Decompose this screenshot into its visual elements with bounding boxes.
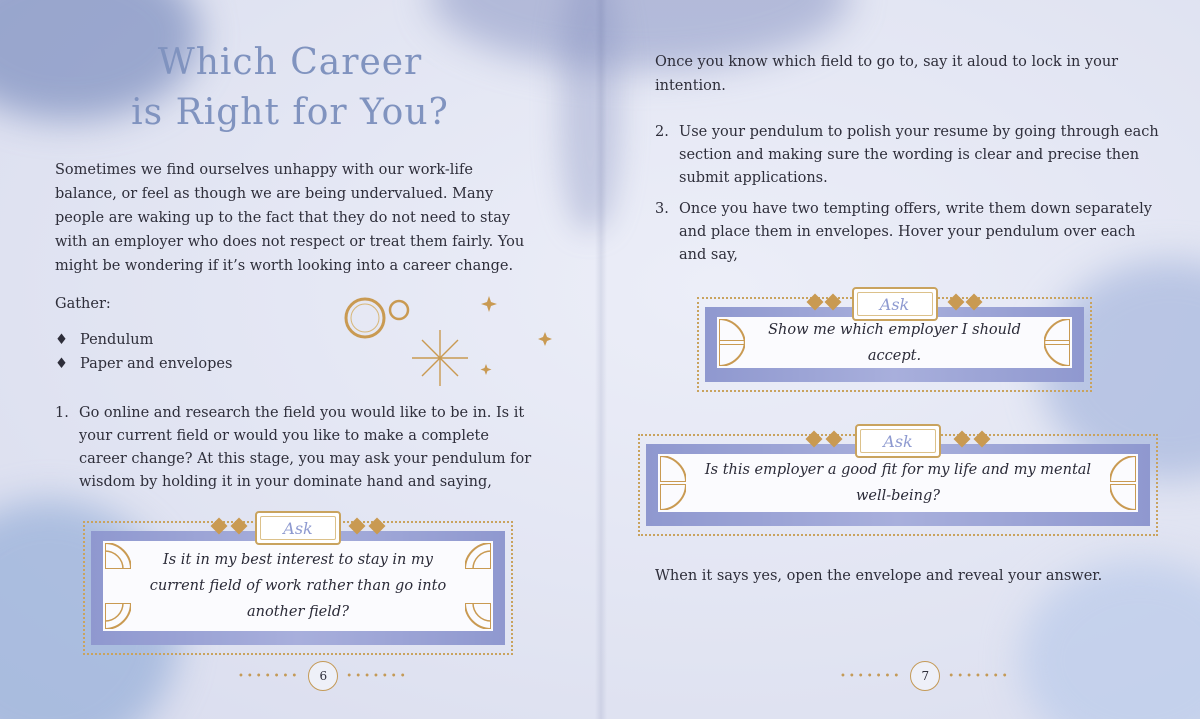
closing-paragraph: When it says yes, open the envelope and reveal your answer.: [655, 568, 1103, 584]
ask-question: Is it in my best interest to stay in my current field of work rather than go into another field?: [103, 541, 493, 631]
sunburst-icon: [1044, 340, 1070, 366]
ask-question: Is this employer a good fit for my life and my mental well-being?: [658, 454, 1138, 512]
step-text: Use your pendulum to polish your resume by going through each section and making sure the wording is clear and precise then submit applications.: [679, 124, 1159, 186]
page-number-left: ••••••• 6 •••••••: [238, 661, 409, 691]
gather-label: Gather:: [55, 296, 111, 312]
sunburst-icon: [660, 484, 686, 510]
intro-paragraph: Sometimes we find ourselves unhappy with our work-life balance, or feel as though we are being undervalued. Many people are waking up to the fact that they do not need to stay with an employer who does not respect or treat them fairly. You might be wondering if it’s worth looking into a career change.: [55, 162, 525, 274]
list-item: [55, 352, 232, 376]
planet-icon: [346, 299, 384, 337]
ask-label: Ask: [855, 424, 941, 458]
gather-item: Paper and envelopes: [80, 356, 233, 372]
ask-question: Show me which employer I should accept.: [717, 317, 1072, 368]
step-2: [655, 121, 1165, 190]
title-line-2: is Right for You?: [131, 92, 449, 133]
sunburst-icon: [1110, 484, 1136, 510]
step-3: [655, 198, 1165, 267]
celestial-illustration: [270, 290, 570, 390]
diamond-bullet-icon: ♦: [55, 332, 68, 348]
ask-box: [638, 431, 1158, 536]
ask-box: [697, 294, 1092, 392]
title-line-1: Which Career: [157, 42, 423, 83]
diamond-bullet-icon: ♦: [55, 356, 68, 372]
ask-label: Ask: [255, 511, 341, 545]
ask-box: [83, 518, 513, 655]
star-icon: [538, 332, 552, 346]
sunburst-icon: [105, 603, 131, 629]
sunburst-icon: [465, 543, 491, 569]
star-icon: [481, 296, 497, 312]
starburst-icon: [412, 330, 468, 386]
gather-item: Pendulum: [80, 332, 154, 348]
step-1: [55, 402, 535, 494]
page-number: 7: [910, 661, 940, 691]
sunburst-icon: [719, 340, 745, 366]
page-number: 6: [308, 661, 338, 691]
sunburst-icon: [105, 543, 131, 569]
watercolor-drip: [560, 0, 620, 230]
moon-icon: [290, 322, 312, 350]
gather-list: [55, 328, 232, 376]
ask-label: Ask: [852, 287, 938, 321]
step-text: Go online and research the field you would like to be in. Is it your current field or would you like to make a complete career change? At this stage, you may ask your pendulum for wisdom by holding it in your dominate hand and saying,: [79, 405, 532, 490]
book-gutter: [595, 0, 607, 719]
intention-paragraph: Once you know which field to go to, say it aloud to lock in your intention.: [655, 54, 1119, 94]
page-number-right: ••••••• 7 •••••••: [840, 661, 1011, 691]
step-number: 2.: [655, 124, 669, 140]
planet-icon: [390, 301, 408, 319]
star-icon: [481, 364, 492, 375]
step-number: 3.: [655, 201, 669, 217]
list-item: [55, 328, 232, 352]
sunburst-icon: [660, 456, 686, 482]
sunburst-icon: [1110, 456, 1136, 482]
step-number: 1.: [55, 405, 69, 421]
page-title: [120, 38, 460, 138]
sunburst-icon: [465, 603, 491, 629]
step-text: Once you have two tempting offers, write them down separately and place them in envelopes. Hover your pendulum over each and say,: [679, 201, 1152, 263]
